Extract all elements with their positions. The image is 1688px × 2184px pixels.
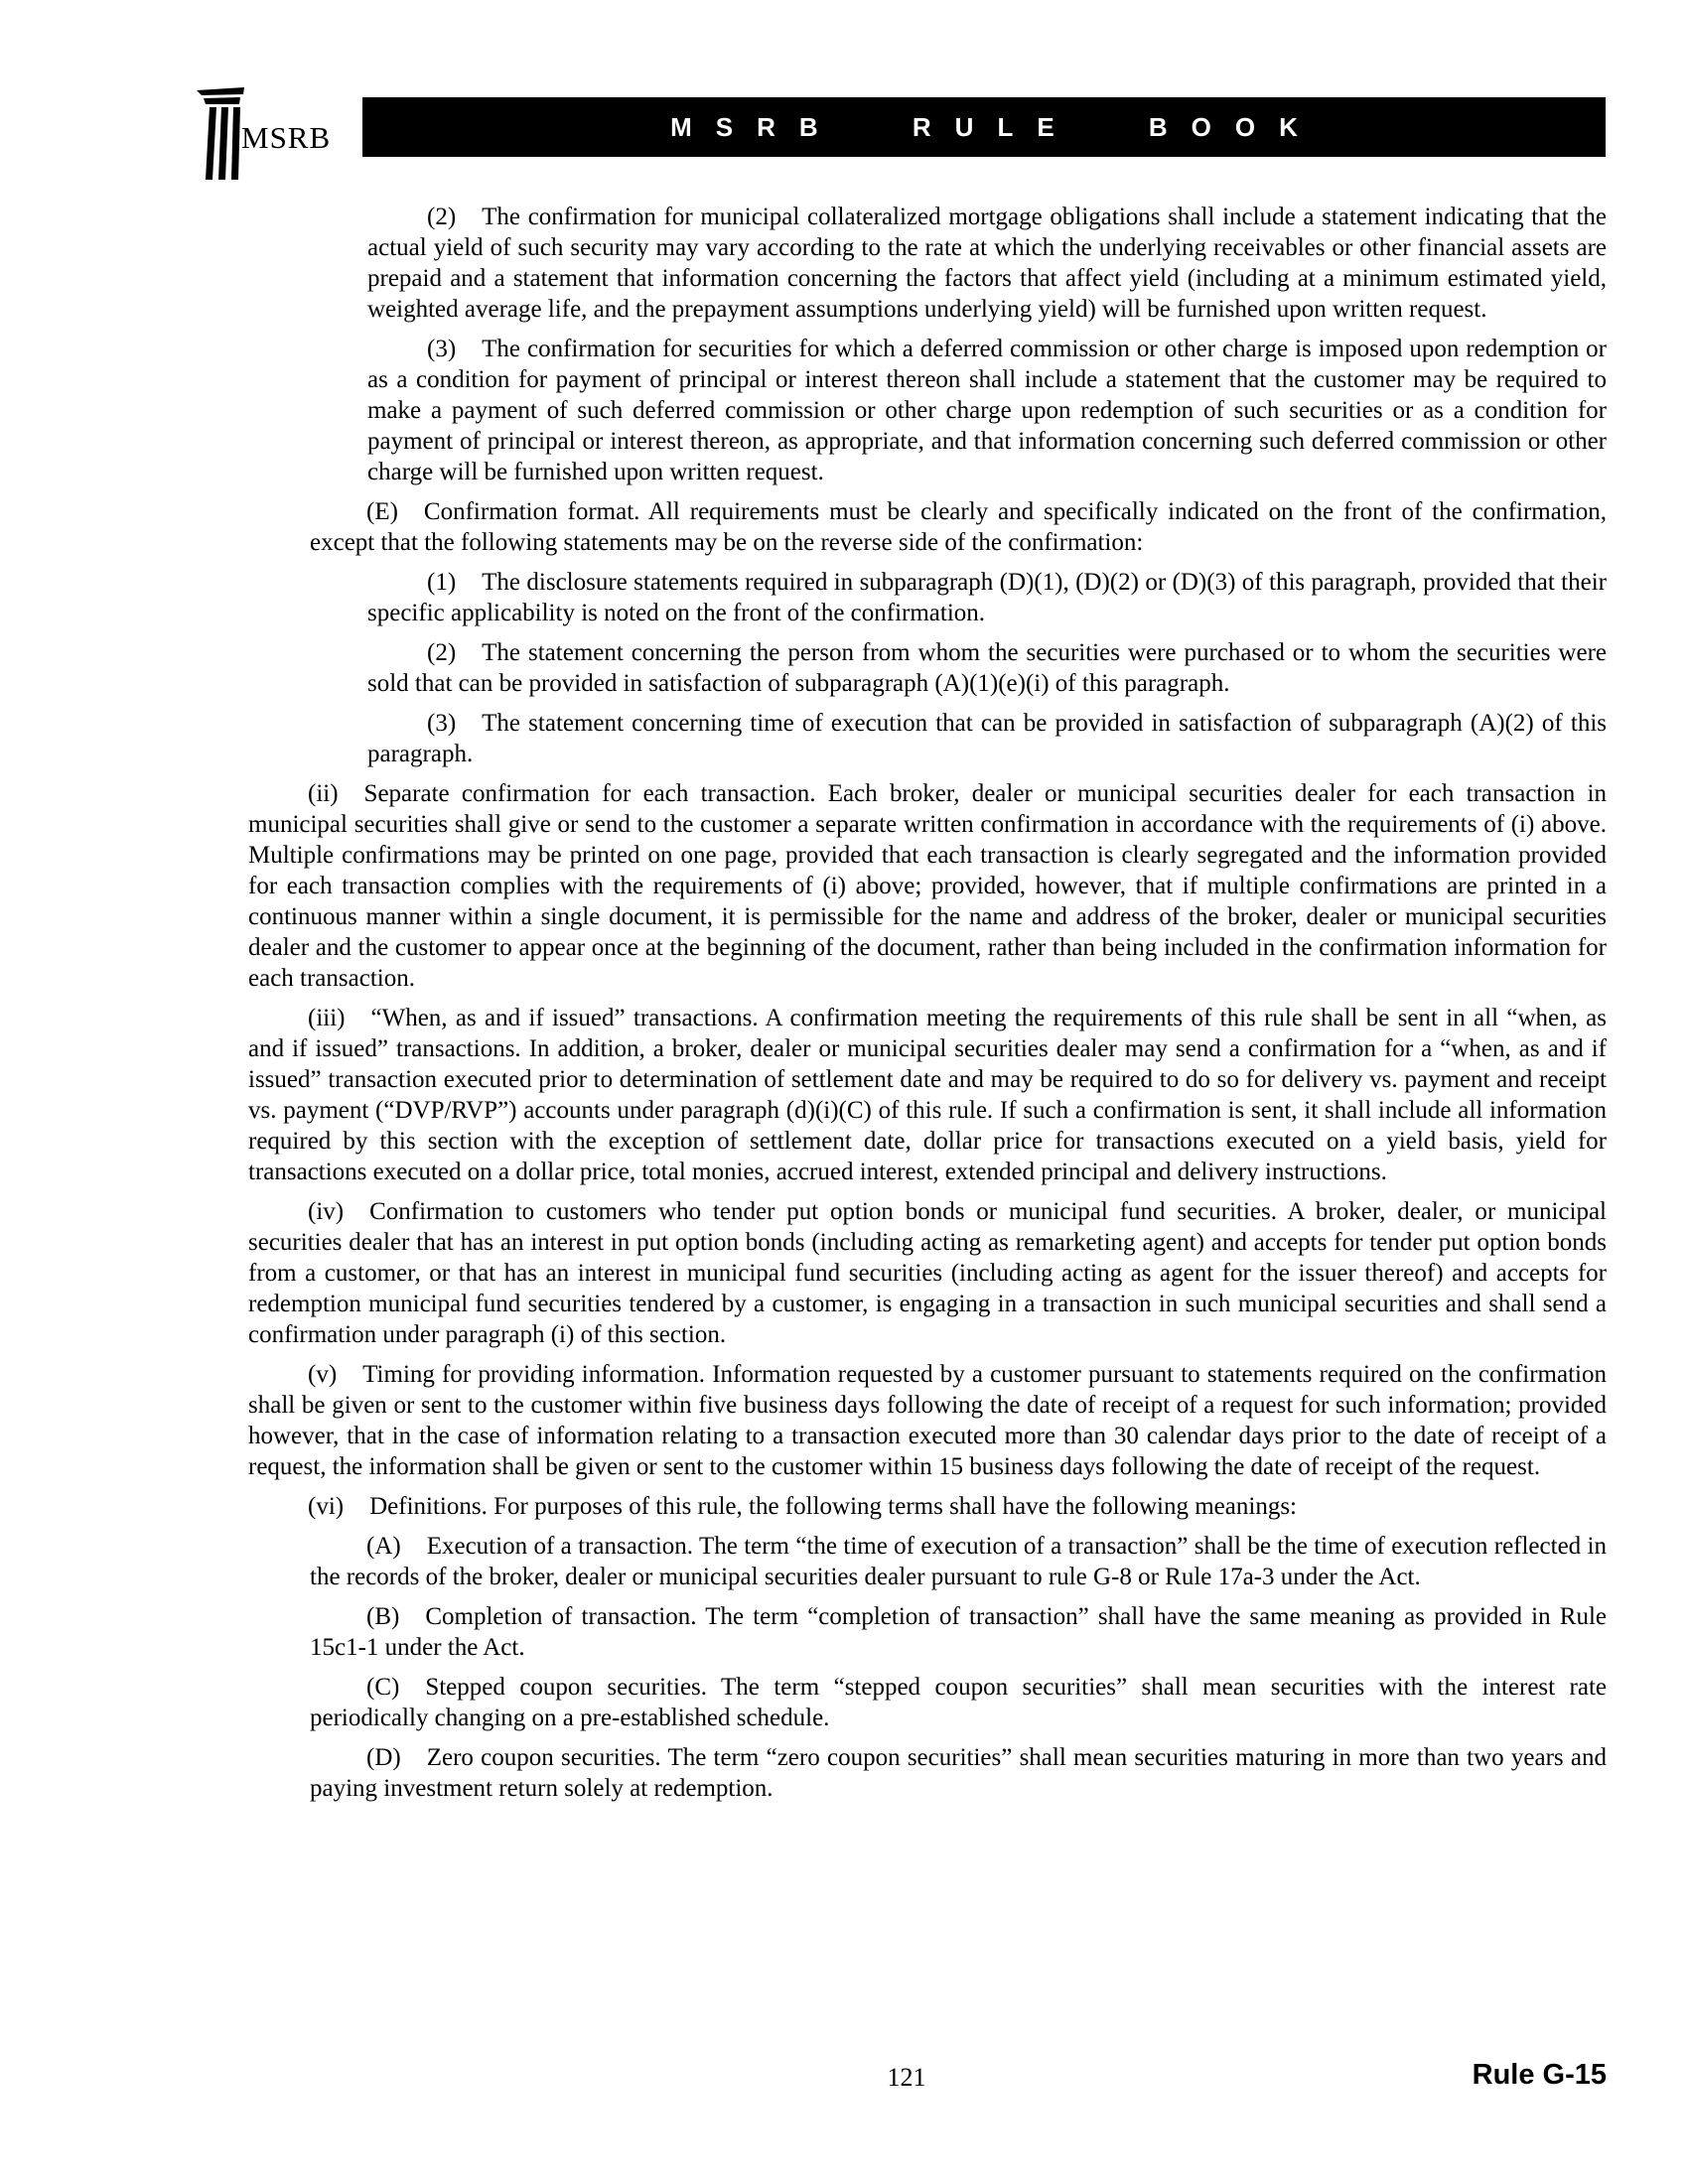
paragraph-label: (v) xyxy=(308,1361,338,1388)
paragraph-text: The statement concerning time of execution that can be provided in satisfaction of subparagraph (A)(2) of this paragraph. xyxy=(367,710,1607,767)
banner-title: MSRB RULE BOOK xyxy=(670,111,1322,142)
rule-text-body xyxy=(248,202,1607,1813)
paragraph-label: (2) xyxy=(427,639,457,666)
paragraph xyxy=(367,708,1607,769)
paragraph-text: Zero coupon securities. The term “zero coupon securities” shall mean securities maturing in more than two years and paying investment return solely at redemption. xyxy=(310,1744,1607,1802)
paragraph-label: (ii) xyxy=(308,780,339,807)
paragraph xyxy=(310,496,1607,558)
paragraph-label: (C) xyxy=(366,1674,400,1701)
paragraph xyxy=(367,202,1607,325)
paragraph-label: (D) xyxy=(366,1744,401,1771)
paragraph-label: (vi) xyxy=(308,1493,345,1520)
paragraph-text: Confirmation format. All requirements must be clearly and specifically indicated on the front of the confirmation, except that the following statements may be on the reverse side of the confirmation: xyxy=(310,498,1607,556)
paragraph-text: The confirmation for municipal collateralized mortgage obligations shall include a statement indicating that the actual yield of such security may vary according to the rate at which the underlying receivables or other financial assets are prepaid and a statement that information concerning the factors that affect yield (including at a minimum estimated yield, weighted average life, and the prepayment assumptions underlying yield) will be furnished upon written request. xyxy=(367,204,1607,323)
paragraph-label: (B) xyxy=(366,1603,400,1630)
paragraph-text: Timing for providing information. Information requested by a customer pursuant to statements required on the confirmation shall be given or sent to the customer within five business days following the date of receipt of a request for such information; provided however, that in the case of information relating to a transaction executed more than 30 calendar days prior to the date of receipt of a request, the information shall be given or sent to the customer within 15 business days following the date of receipt of the request. xyxy=(248,1361,1607,1480)
paragraph-text: Definitions. For purposes of this rule, the following terms shall have the following meanings: xyxy=(369,1493,1297,1520)
paragraph-label: (2) xyxy=(427,204,457,230)
paragraph-label: (E) xyxy=(366,498,398,525)
paragraph xyxy=(310,1531,1607,1592)
page-number: 121 xyxy=(887,2063,926,2092)
paragraph-text: Confirmation to customers who tender put option bonds or municipal fund securities. A broker, dealer, or municipal securities dealer that has an interest in put option bonds (including acting as remarketing agent) and accepts for tender put option bonds from a customer, or that has an interest in municipal fund securities (including acting as agent for the issuer thereof) and accepts for redemption municipal fund securities tendered by a customer, is engaging in a transaction in such municipal securities and shall send a confirmation under paragraph (i) of this section. xyxy=(248,1198,1607,1348)
paragraph xyxy=(248,1359,1607,1482)
paragraph xyxy=(367,567,1607,628)
paragraph xyxy=(367,334,1607,487)
paragraph-label: (A) xyxy=(366,1533,401,1560)
paragraph xyxy=(248,778,1607,994)
paragraph xyxy=(310,1672,1607,1733)
paragraph xyxy=(367,637,1607,699)
paragraph-text: “When, as and if issued” transactions. A confirmation meeting the requirements of this rule shall be sent in all “when, as and if issued” transactions. In addition, a broker, dealer or municipal securities dealer may send a confirmation for a “when, as and if issued” transaction executed prior to determination of settlement date and may be required to do so for delivery vs. payment and receipt vs. payment (“DVP/RVP”) accounts under paragraph (d)(i)(C) of this rule. If such a confirmation is sent, it shall include all information required by this section with the exception of settlement date, dollar price for transactions executed on a yield basis, yield for transactions executed on a dollar price, total monies, accrued interest, extended principal and delivery instructions. xyxy=(248,1005,1607,1185)
paragraph xyxy=(310,1742,1607,1804)
paragraph-text: Stepped coupon securities. The term “stepped coupon securities” shall mean securities with the interest rate periodically changing on a pre-established schedule. xyxy=(310,1674,1607,1731)
msrb-pillar-icon xyxy=(195,87,246,182)
paragraph-text: The confirmation for securities for which a deferred commission or other charge is imposed upon redemption or as a condition for payment of principal or interest thereon shall include a statement that the customer may be required to make a payment of such deferred commission or other charge upon redemption of such securities or as a condition for payment of principal or interest thereon, as appropriate, and that information concerning such deferred commission or other charge will be furnished upon written request. xyxy=(367,336,1607,485)
paragraph-label: (3) xyxy=(427,710,457,737)
paragraph-label: (iv) xyxy=(308,1198,345,1225)
paragraph-text: The disclosure statements required in subparagraph (D)(1), (D)(2) or (D)(3) of this paragraph, provided that their specific applicability is noted on the front of the confirmation. xyxy=(367,569,1607,626)
paragraph xyxy=(248,1196,1607,1350)
paragraph xyxy=(248,1491,1607,1522)
paragraph-text: Execution of a transaction. The term “the time of execution of a transaction” shall be the time of execution reflected in the records of the broker, dealer or municipal securities dealer pursuant to rule G-8 or Rule 17a-3 under the Act. xyxy=(310,1533,1607,1590)
paragraph xyxy=(248,1003,1607,1187)
paragraph-text: The statement concerning the person from whom the securities were purchased or to whom the securities were sold that can be provided in satisfaction of subparagraph (A)(1)(e)(i) of this paragraph. xyxy=(367,639,1607,697)
paragraph-label: (iii) xyxy=(308,1005,346,1031)
paragraph xyxy=(310,1601,1607,1663)
paragraph-text: Completion of transaction. The term “completion of transaction” shall have the same meaning as provided in Rule 15c1-1 under the Act. xyxy=(310,1603,1607,1661)
paragraph-label: (3) xyxy=(427,336,457,362)
msrb-logo xyxy=(195,87,334,182)
paragraph-text: Separate confirmation for each transaction. Each broker, dealer or municipal securities dealer for each transaction in municipal securities shall give or send to the customer a separate written confirmation in accordance with the requirements of (i) above. Multiple confirmations may be printed on one page, provided that each transaction is clearly segregated and the information provided for each transaction complies with the requirements of (i) above; provided, however, that if multiple confirmations are printed in a continuous manner within a single document, it is permissible for the name and address of the broker, dealer or municipal securities dealer and the customer to appear once at the beginning of the document, rather than being included in the confirmation information for each transaction. xyxy=(248,780,1607,992)
rule-label: Rule G-15 xyxy=(1472,2059,1607,2091)
paragraph-label: (1) xyxy=(427,569,457,596)
logo-text: MSRB xyxy=(241,120,332,155)
title-banner xyxy=(362,97,1606,157)
